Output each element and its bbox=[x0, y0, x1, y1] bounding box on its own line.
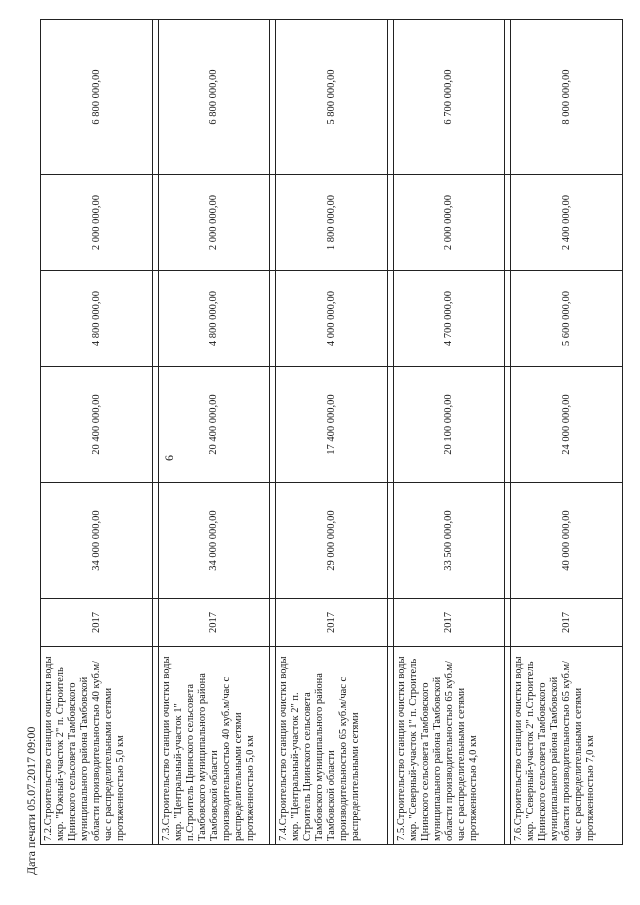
amount-cell-3: 4 700 000,00 bbox=[394, 271, 505, 367]
amount-cell-5: 6 800 000,00 bbox=[41, 20, 153, 175]
page-number: 6 bbox=[162, 455, 176, 461]
amount-cell-4: 2 400 000,00 bbox=[511, 175, 623, 271]
total-cost-cell: 29 000 000,00 bbox=[276, 483, 388, 599]
amount-cell-2: 20 400 000,00 bbox=[41, 367, 153, 483]
description-cell: 7.5.Строительство станции очистки воды мкр. "Северный-участок 1" п. Строитель Цнинского сельсовета Тамбовского муниципального района Тамбовской области производительностью 65 куб.м/час с распределительными сетями протяженностью 4,0 км bbox=[394, 647, 505, 845]
description-cell: 7.4.Строительство станции очистки воды мкр. "Центральный-участок 2" п. Строитель Цнинского сельсовета Тамбовского муниципального района Тамбовской области производительностью 65 куб.м/час с распределительными сетями bbox=[276, 647, 388, 845]
total-cost-cell: 40 000 000,00 bbox=[511, 483, 623, 599]
year-cell: 2017 bbox=[394, 599, 505, 647]
total-cost-cell: 33 500 000,00 bbox=[394, 483, 505, 599]
year-cell: 2017 bbox=[511, 599, 623, 647]
total-cost-cell: 34 000 000,00 bbox=[159, 483, 270, 599]
table-row bbox=[41, 20, 153, 845]
budget-table bbox=[40, 19, 623, 845]
year-cell: 2017 bbox=[276, 599, 388, 647]
amount-cell-3: 4 800 000,00 bbox=[159, 271, 270, 367]
amount-cell-5: 5 800 000,00 bbox=[276, 20, 388, 175]
amount-cell-4: 2 000 000,00 bbox=[41, 175, 153, 271]
description-cell: 7.6.Строительство станции очистки воды мкр. "Северный-участок 2" п.Строитель Цнинского сельсовета Тамбовского муниципального района Тамбовской области производительностью 65 куб.м/час с распределительными сетями протяженностью 7,0 км bbox=[511, 647, 623, 845]
amount-cell-5: 6 800 000,00 bbox=[159, 20, 270, 175]
amount-cell-3: 4 000 000,00 bbox=[276, 271, 388, 367]
total-cost-cell: 34 000 000,00 bbox=[41, 483, 153, 599]
table-row bbox=[276, 20, 388, 845]
amount-cell-2: 20 100 000,00 bbox=[394, 367, 505, 483]
amount-cell-4: 2 000 000,00 bbox=[394, 175, 505, 271]
table-row bbox=[159, 20, 270, 845]
amount-cell-3: 4 800 000,00 bbox=[41, 271, 153, 367]
print-date: Дата печати 05.07.2017 09:00 bbox=[24, 726, 38, 875]
year-cell: 2017 bbox=[41, 599, 153, 647]
amount-cell-5: 8 000 000,00 bbox=[511, 20, 623, 175]
description-cell: 7.3.Строительство станции очистки воды мкр. "Центральный-участок 1" п.Строитель Цнинского сельсовета Тамбовского муниципального района Тамбовской области производительностью 40 куб.м/час с распределительными сетями протяженностью 5,0 км bbox=[159, 647, 270, 845]
amount-cell-3: 5 600 000,00 bbox=[511, 271, 623, 367]
amount-cell-2: 20 400 000,00 bbox=[159, 367, 270, 483]
table-row bbox=[394, 20, 505, 845]
year-cell: 2017 bbox=[159, 599, 270, 647]
table-row bbox=[511, 20, 623, 845]
amount-cell-4: 2 000 000,00 bbox=[159, 175, 270, 271]
description-cell: 7.2.Строительство станции очистки воды мкр. "Южный-участок 2" п. Строитель Цнинского сельсовета Тамбовского муниципального района Тамбовской области производительностью 40 куб.м/час с распределительными сетями протяженностью 5,0 км bbox=[41, 647, 153, 845]
table-body bbox=[41, 20, 623, 845]
amount-cell-2: 17 400 000,00 bbox=[276, 367, 388, 483]
amount-cell-5: 6 700 000,00 bbox=[394, 20, 505, 175]
amount-cell-2: 24 000 000,00 bbox=[511, 367, 623, 483]
amount-cell-4: 1 800 000,00 bbox=[276, 175, 388, 271]
